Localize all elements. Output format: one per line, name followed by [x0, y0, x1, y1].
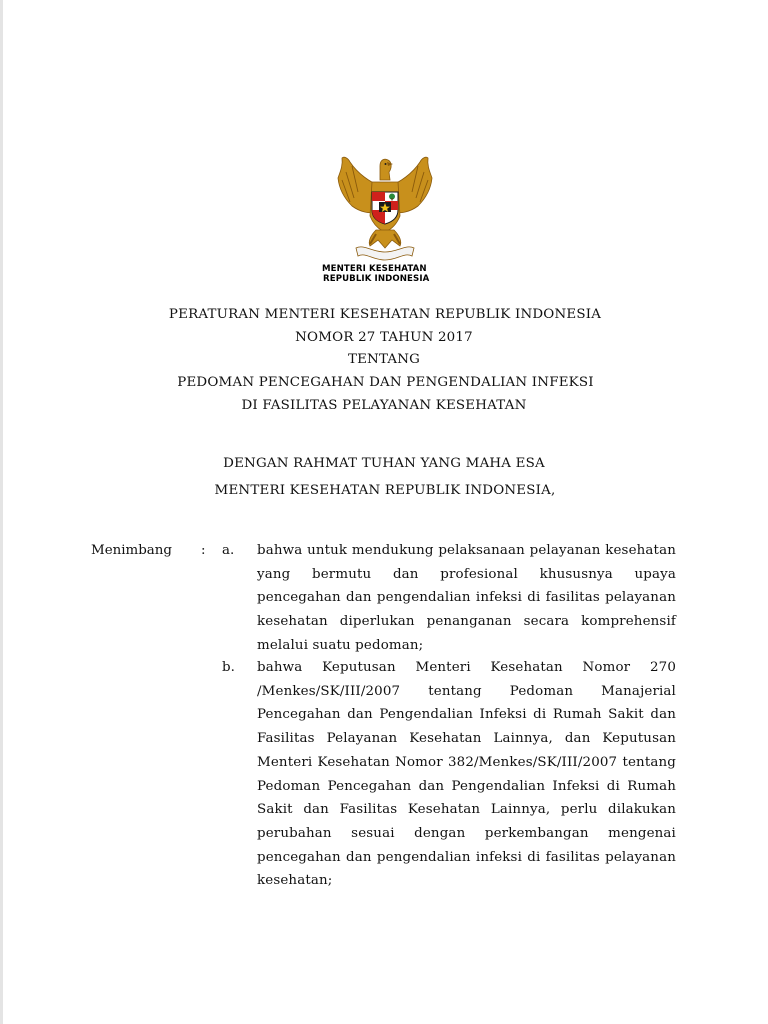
- emblem-caption-line1: MENTERI KESEHATAN: [322, 264, 427, 274]
- preamble-line2: MENTERI KESEHATAN REPUBLIK INDONESIA,: [214, 483, 556, 498]
- emblem-caption: [322, 265, 448, 284]
- preamble: [0, 453, 768, 502]
- title-line5: DI FASILITAS PELAYANAN KESEHATAN: [241, 397, 527, 413]
- considering-colon: :: [201, 543, 206, 558]
- title-line2: NOMOR 27 TAHUN 2017: [295, 329, 473, 345]
- item-a-text: bahwa untuk mendukung pelaksanaan pelayanan kesehatan yang bermutu dan profesional khususnya upaya pencegahan dan pengendalian infeksi di fasilitas pelayanan kesehatan diperlukan penanganan secara komprehensif melalui suatu pedoman;: [257, 543, 676, 653]
- regulation-title: [0, 304, 768, 418]
- item-a-letter: a.: [222, 543, 235, 558]
- item-b-text: bahwa Keputusan Menteri Kesehatan Nomor 270 /Menkes/SK/III/2007 tentang Pedoman Manajerial Pencegahan dan Pengendalian Infeksi di Rumah Sakit dan Fasilitas Pelayanan Kesehatan Lainnya, dan Keputusan Menteri Kesehatan Nomor 382/Menkes/SK/III/2007 tentang Pedoman Pencegahan dan Pengendalian Infeksi di Rumah Sakit dan Fasilitas Kesehatan Lainnya, perlu dilakukan perubahan sesuai dengan perkembangan mengenai pencegahan dan pengendalian infeksi di fasilitas pelayanan kesehatan;: [257, 660, 676, 889]
- preamble-line1: DENGAN RAHMAT TUHAN YANG MAHA ESA: [223, 456, 545, 471]
- considering-label: Menimbang: [91, 543, 172, 558]
- emblem-caption-line2: REPUBLIK INDONESIA: [323, 273, 430, 284]
- ministry-emblem: [322, 152, 448, 292]
- garuda-pancasila-icon: [330, 152, 440, 264]
- page-edge: [0, 0, 3, 1024]
- item-b-letter: b.: [222, 660, 235, 675]
- title-line1: PERATURAN MENTERI KESEHATAN REPUBLIK INDONESIA: [168, 307, 602, 322]
- title-line4: PEDOMAN PENCEGAHAN DAN PENGENDALIAN INFEKSI: [177, 375, 594, 391]
- title-line3: TENTANG: [347, 352, 421, 368]
